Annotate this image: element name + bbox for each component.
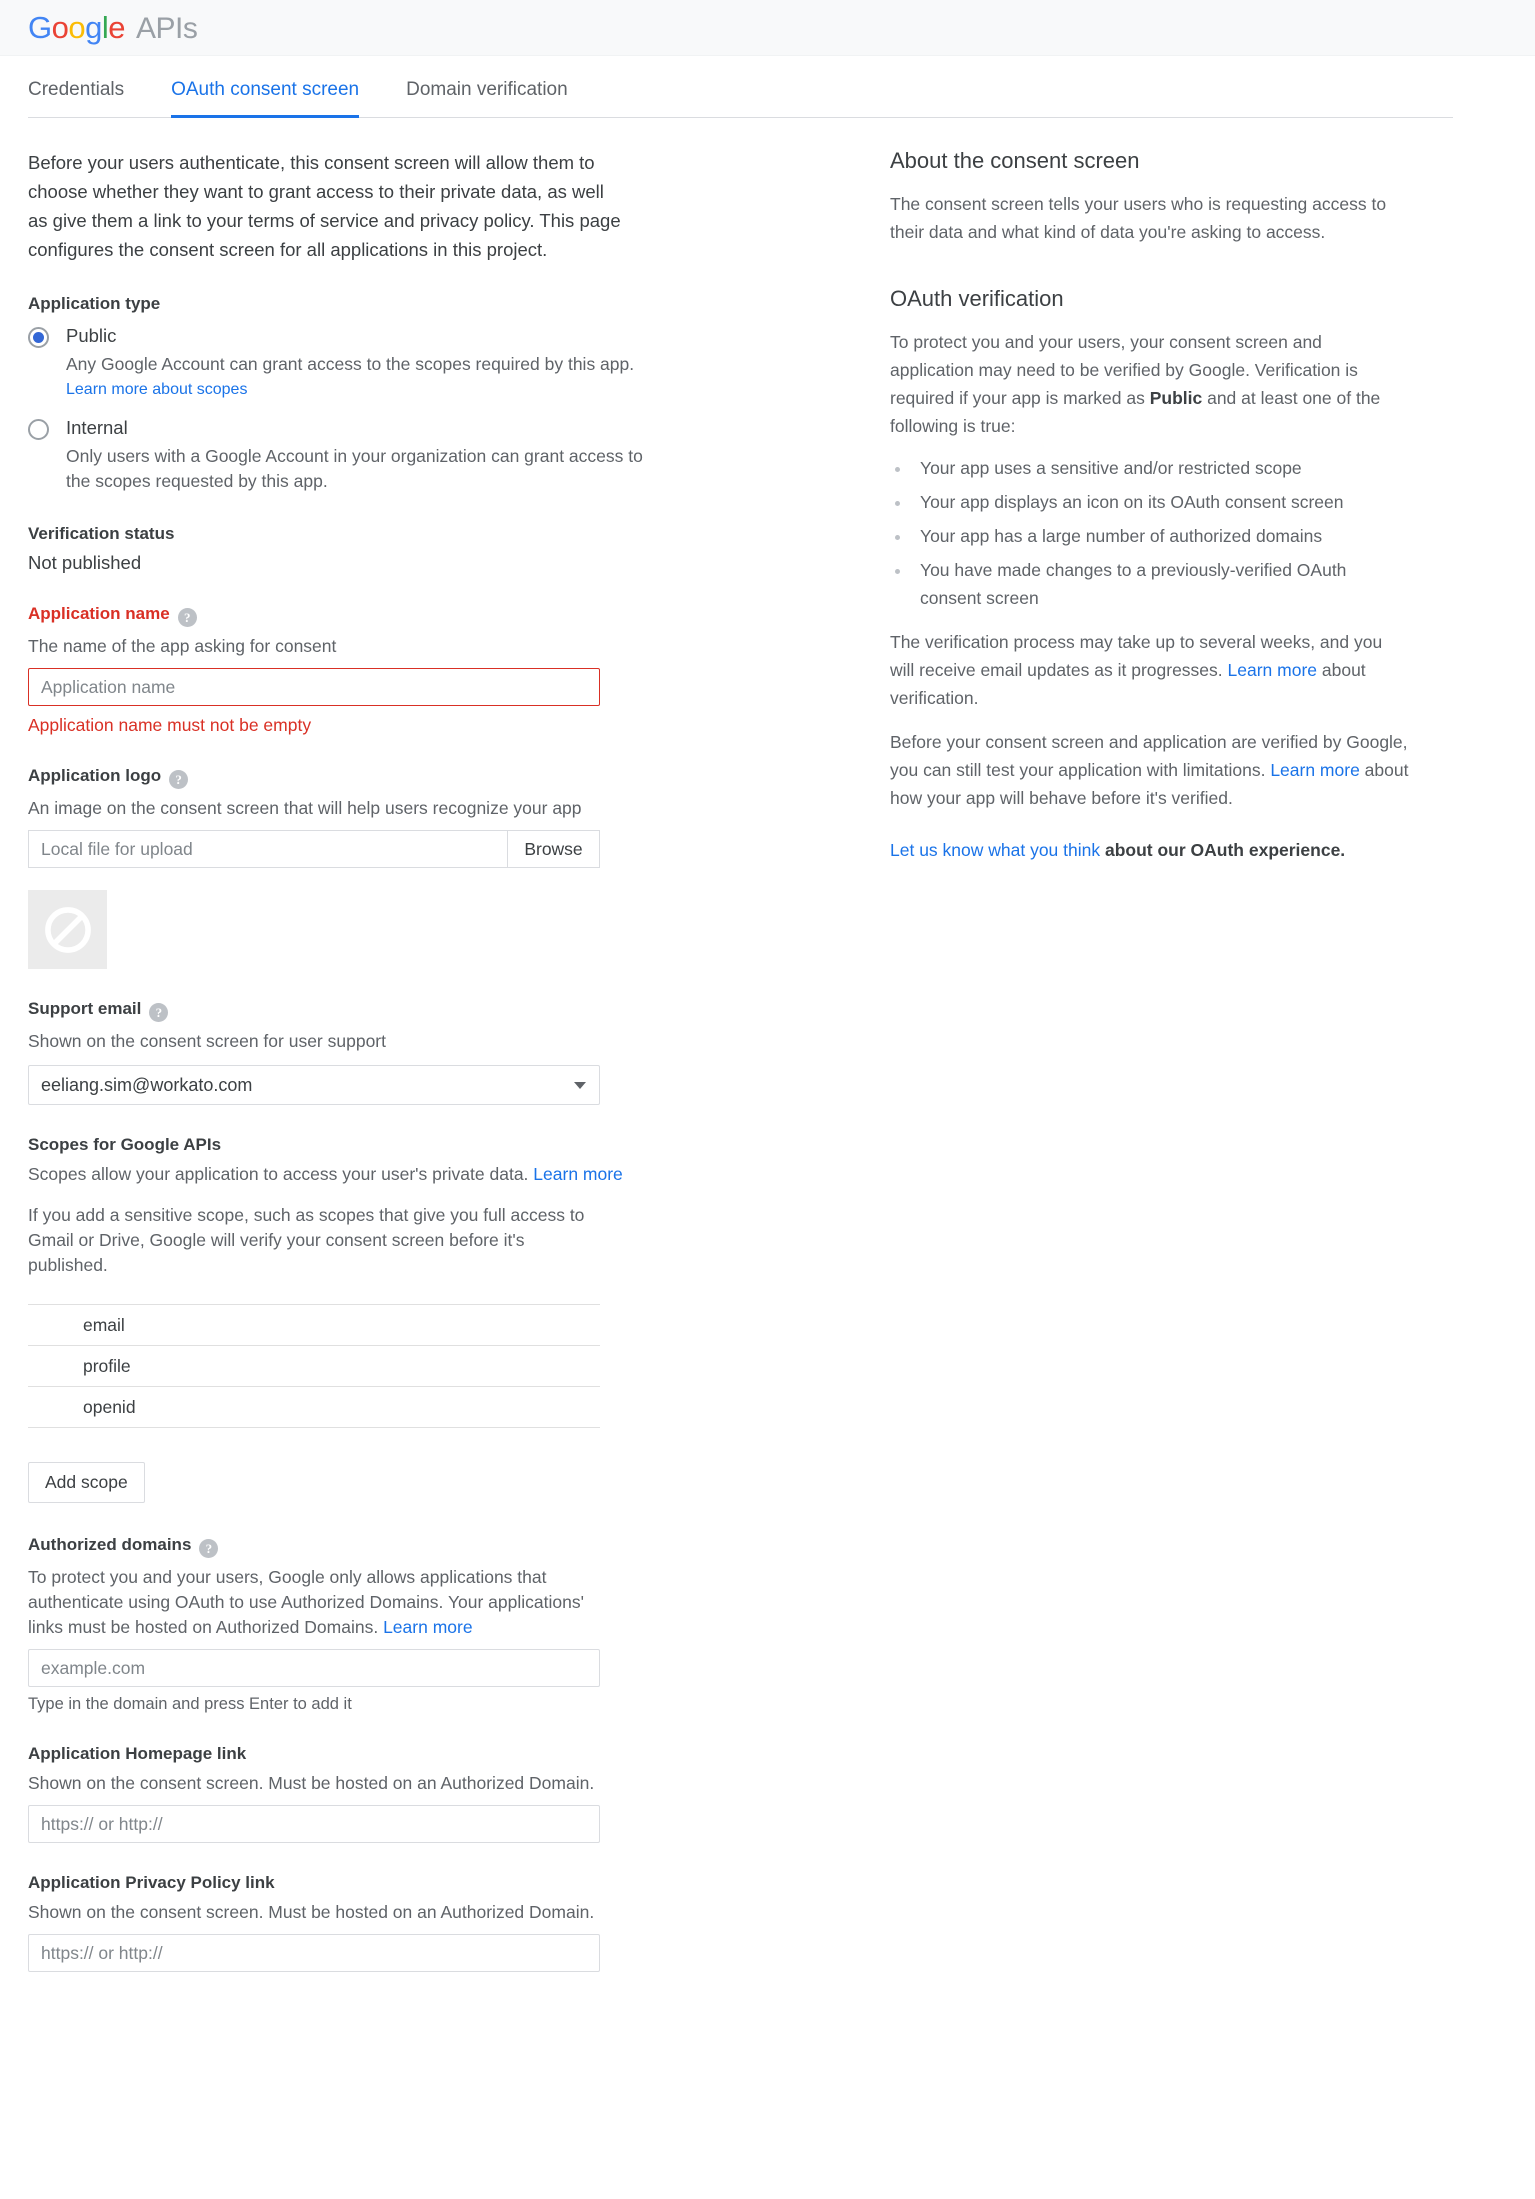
help-icon-authorized-domains[interactable]: ?: [199, 1539, 218, 1558]
logo-preview: [28, 890, 107, 969]
add-scope-button[interactable]: Add scope: [28, 1462, 145, 1503]
application-type-section: [28, 294, 668, 494]
scopes-note: If you add a sensitive scope, such as scopes that give you full access to Gmail or Drive, Google will verify your consent screen before it's published.: [28, 1205, 585, 1275]
browse-button[interactable]: Browse: [507, 830, 600, 868]
authorized-domains-hint: Type in the domain and press Enter to add it: [28, 1695, 352, 1713]
testing-text-b: about how your app will behave before it's verified.: [890, 760, 1409, 808]
list-item: • You have made changes to a previously-verified OAuth consent screen: [912, 556, 1410, 612]
tabs-bar: [0, 56, 1535, 118]
scopes-label: Scopes for Google APIs: [28, 1135, 222, 1154]
oauth-verification-public-bold: Public: [1149, 388, 1203, 408]
google-wordmark: Google: [28, 9, 126, 45]
list-item: • Your app uses a sensitive and/or restricted scope: [912, 454, 1410, 482]
testing-text-a: Before your consent screen and application are verified by Google, you can still test your application with limitations.: [890, 732, 1408, 780]
oauth-verification-bullets: [890, 454, 1410, 612]
privacy-link-label: Application Privacy Policy link: [28, 1873, 275, 1892]
application-name-section: [28, 604, 668, 736]
privacy-link-input[interactable]: [28, 1934, 600, 1972]
app-header: [0, 0, 1535, 56]
authorized-domains-label: Authorized domains: [28, 1535, 192, 1554]
verification-status-value: Not published: [28, 552, 142, 573]
list-item: • Your app displays an icon on its OAuth consent screen: [912, 488, 1410, 516]
homepage-link-label: Application Homepage link: [28, 1744, 247, 1763]
verification-process-text-b: about verification.: [890, 660, 1366, 708]
oauth-verification-intro-a: To protect you and your users, your consent screen and application may need to be verified by Google. Verification is required if your app is marked as: [890, 332, 1358, 408]
intro-paragraph: Before your users authenticate, this consent screen will allow them to choose whether they want to grant access to their private data, as well as give them a link to your terms of service and privacy policy. This page configures the consent screen for all applications in this project.: [28, 152, 621, 260]
verification-learn-more-link[interactable]: Learn more: [1227, 660, 1318, 680]
list-item: • Your app has a large number of authorized domains: [912, 522, 1410, 550]
scopes-sublabel: [28, 1162, 668, 1187]
radio-internal[interactable]: [28, 419, 49, 440]
oauth-verification-intro: [890, 328, 1410, 440]
help-icon-support-email[interactable]: ?: [149, 1003, 168, 1022]
authorized-domains-desc-text: To protect you and your users, Google only allows applications that authenticate using OAuth to use Authorized Domains. Your applications' links must be hosted on Authorized Domains.: [28, 1567, 584, 1637]
support-email-label: Support email: [28, 999, 142, 1018]
table-row[interactable]: openid: [28, 1387, 600, 1428]
page-body: [0, 118, 1535, 1972]
homepage-link-sublabel: Shown on the consent screen. Must be hosted on an Authorized Domain.: [28, 1773, 595, 1793]
help-icon-application-logo[interactable]: ?: [169, 770, 188, 789]
application-type-label: Application type: [28, 294, 161, 313]
broken-image-icon: [40, 902, 96, 958]
testing-paragraph: [890, 728, 1410, 812]
homepage-link-section: [28, 1744, 668, 1843]
radio-option-public[interactable]: [28, 325, 668, 399]
verification-status-label: Verification status: [28, 524, 175, 543]
apis-wordmark: APIs: [136, 11, 198, 45]
feedback-rest: about our OAuth experience.: [1100, 840, 1346, 860]
table-row[interactable]: email: [28, 1305, 600, 1346]
verification-process-text-a: The verification process may take up to several weeks, and you will receive email updates as it progresses.: [890, 632, 1383, 680]
tab-credentials[interactable]: Credentials: [28, 79, 125, 100]
verification-process-paragraph: [890, 628, 1410, 712]
authorized-domains-section: [28, 1535, 668, 1714]
radio-option-internal[interactable]: [28, 417, 668, 494]
application-logo-label: Application logo: [28, 766, 162, 785]
privacy-link-sublabel: Shown on the consent screen. Must be hosted on an Authorized Domain.: [28, 1902, 595, 1922]
application-logo-sublabel: An image on the consent screen that will help users recognize your app: [28, 798, 582, 818]
application-name-label: Application name: [28, 604, 170, 623]
sidebar-column: [890, 148, 1410, 1972]
main-column: [28, 148, 668, 1972]
about-consent-screen-title: About the consent screen: [890, 148, 1140, 173]
radio-public-desc: Any Google Account can grant access to the scopes required by this app.: [66, 354, 635, 374]
authorized-domains-input[interactable]: [28, 1649, 600, 1687]
oauth-verification-title: OAuth verification: [890, 286, 1064, 311]
support-email-section: [28, 999, 668, 1105]
about-consent-screen-body: The consent screen tells your users who is requesting access to their data and what kind of data you're asking to access.: [890, 194, 1387, 242]
homepage-link-input[interactable]: [28, 1805, 600, 1843]
application-name-sublabel: The name of the app asking for consent: [28, 636, 337, 656]
authorized-domains-learn-more-link[interactable]: Learn more: [383, 1617, 473, 1637]
help-icon-application-name[interactable]: ?: [178, 608, 197, 627]
application-name-error: Application name must not be empty: [28, 715, 312, 735]
oauth-verification-intro-b: and at least one of the following is true:: [890, 388, 1381, 436]
tab-oauth-consent-screen[interactable]: OAuth consent screen: [171, 79, 359, 117]
scopes-learn-more-link[interactable]: Learn more: [533, 1164, 623, 1184]
radio-public-label: Public: [66, 325, 117, 346]
scopes-section: [28, 1135, 668, 1503]
learn-more-about-scopes-link[interactable]: Learn more about scopes: [66, 381, 248, 398]
support-email-select[interactable]: [28, 1065, 600, 1105]
application-logo-section: [28, 766, 668, 969]
feedback-link[interactable]: Let us know what you think: [890, 840, 1101, 860]
tab-domain-verification[interactable]: Domain verification: [406, 79, 568, 100]
verification-status-section: [28, 524, 668, 574]
chevron-down-icon[interactable]: [574, 1082, 586, 1089]
radio-public[interactable]: [28, 327, 49, 348]
privacy-link-section: [28, 1873, 668, 1972]
radio-internal-label: Internal: [66, 417, 128, 438]
google-apis-logo[interactable]: [28, 9, 198, 45]
scopes-sublabel-text: Scopes allow your application to access your user's private data.: [28, 1164, 529, 1184]
logo-file-input[interactable]: [28, 830, 507, 868]
scopes-table: [28, 1304, 600, 1428]
application-name-input[interactable]: [28, 668, 600, 706]
authorized-domains-desc: [28, 1565, 606, 1640]
table-row[interactable]: profile: [28, 1346, 600, 1387]
testing-learn-more-link[interactable]: Learn more: [1270, 760, 1360, 780]
feedback-paragraph: [890, 836, 1410, 864]
support-email-sublabel: Shown on the consent screen for user support: [28, 1031, 386, 1051]
support-email-value: eeliang.sim@workato.com: [41, 1074, 253, 1095]
radio-internal-desc: Only users with a Google Account in your organization can grant access to the scopes requested by this app.: [66, 446, 643, 491]
